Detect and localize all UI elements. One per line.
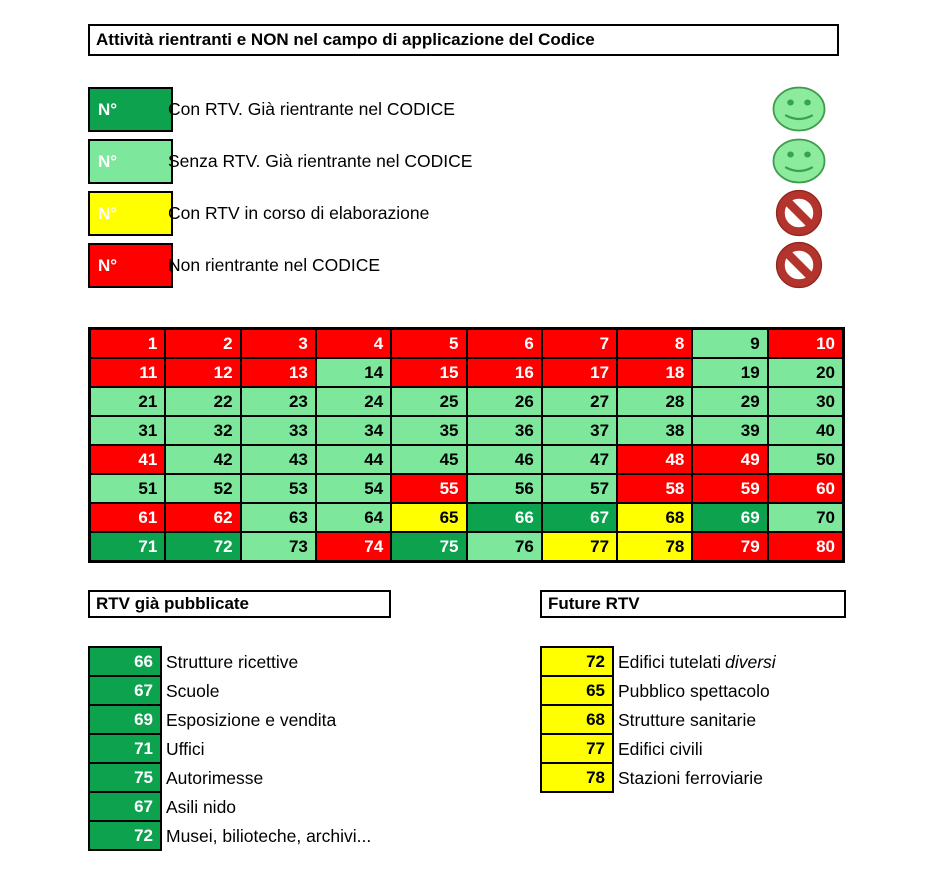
future-rtv-item-number: 68 (542, 706, 612, 733)
grid-cell-73: 73 (242, 533, 315, 560)
published-rtv-item-label: Uffici (166, 739, 205, 759)
published-rtv-item-label: Scuole (166, 681, 220, 701)
grid-cell-43: 43 (242, 446, 315, 473)
grid-cell-42: 42 (166, 446, 239, 473)
future-rtv-item-number: 77 (542, 735, 612, 762)
grid-cell-65: 65 (392, 504, 465, 531)
grid-cell-41: 41 (91, 446, 164, 473)
grid-cell-49: 49 (693, 446, 766, 473)
grid-cell-4: 4 (317, 330, 390, 357)
grid-cell-17: 17 (543, 359, 616, 386)
grid-cell-58: 58 (618, 475, 691, 502)
published-rtv-item-number: 67 (90, 677, 160, 704)
grid-cell-21: 21 (91, 388, 164, 415)
grid-cell-47: 47 (543, 446, 616, 473)
published-rtv-header: RTV già pubblicate (88, 590, 391, 618)
grid-cell-72: 72 (166, 533, 239, 560)
legend-swatch-red: N° (88, 243, 173, 288)
published-rtv-item-label: Autorimesse (166, 768, 264, 788)
grid-cell-32: 32 (166, 417, 239, 444)
page-title: Attività rientranti e NON nel campo di applicazione del Codice (88, 24, 839, 56)
legend-swatch-yellow: N° (88, 191, 173, 236)
grid-cell-71: 71 (91, 533, 164, 560)
grid-cell-28: 28 (618, 388, 691, 415)
grid-cell-19: 19 (693, 359, 766, 386)
grid-cell-70: 70 (769, 504, 842, 531)
grid-cell-34: 34 (317, 417, 390, 444)
published-rtv-item-number: 72 (90, 822, 160, 849)
future-rtv-header: Future RTV (540, 590, 846, 618)
future-rtv-item-label: Stazioni ferroviarie (618, 768, 763, 788)
grid-cell-11: 11 (91, 359, 164, 386)
smiley-face-icon (768, 84, 830, 134)
grid-cell-66: 66 (468, 504, 541, 531)
grid-cell-46: 46 (468, 446, 541, 473)
future-rtv-number-column (540, 646, 614, 793)
grid-cell-25: 25 (392, 388, 465, 415)
grid-cell-9: 9 (693, 330, 766, 357)
grid-cell-38: 38 (618, 417, 691, 444)
legend-swatch-light_green: N° (88, 139, 173, 184)
grid-cell-16: 16 (468, 359, 541, 386)
grid-cell-15: 15 (392, 359, 465, 386)
published-rtv-item-number: 71 (90, 735, 160, 762)
future-rtv-item-label: Edifici civili (618, 739, 703, 759)
published-rtv-number-column (88, 646, 162, 851)
grid-cell-35: 35 (392, 417, 465, 444)
grid-cell-10: 10 (769, 330, 842, 357)
grid-cell-60: 60 (769, 475, 842, 502)
grid-cell-62: 62 (166, 504, 239, 531)
grid-cell-20: 20 (769, 359, 842, 386)
grid-cell-77: 77 (543, 533, 616, 560)
published-rtv-item-label: Strutture ricettive (166, 652, 299, 672)
grid-cell-8: 8 (618, 330, 691, 357)
grid-cell-27: 27 (543, 388, 616, 415)
future-rtv-item-label: Strutture sanitarie (618, 710, 757, 730)
grid-cell-40: 40 (769, 417, 842, 444)
grid-cell-26: 26 (468, 388, 541, 415)
grid-cell-54: 54 (317, 475, 390, 502)
grid-cell-30: 30 (769, 388, 842, 415)
grid-cell-13: 13 (242, 359, 315, 386)
grid-cell-76: 76 (468, 533, 541, 560)
grid-cell-69: 69 (693, 504, 766, 531)
grid-cell-6: 6 (468, 330, 541, 357)
future-rtv-item-number: 78 (542, 764, 612, 791)
legend-description: Non rientrante nel CODICE (168, 255, 381, 275)
published-rtv-list (88, 646, 371, 851)
future-rtv-label-column (618, 646, 776, 793)
grid-cell-12: 12 (166, 359, 239, 386)
grid-cell-68: 68 (618, 504, 691, 531)
grid-cell-48: 48 (618, 446, 691, 473)
grid-cell-52: 52 (166, 475, 239, 502)
grid-cell-29: 29 (693, 388, 766, 415)
future-rtv-list (540, 646, 776, 793)
published-rtv-label-column (166, 646, 371, 851)
future-rtv-item-number: 72 (542, 648, 612, 675)
grid-cell-31: 31 (91, 417, 164, 444)
grid-cell-50: 50 (769, 446, 842, 473)
published-rtv-item-label: Musei, bilioteche, archivi... (166, 826, 372, 846)
grid-cell-1: 1 (91, 330, 164, 357)
grid-cell-53: 53 (242, 475, 315, 502)
grid-cell-5: 5 (392, 330, 465, 357)
no-entry-icon (768, 188, 830, 238)
no-entry-icon (768, 240, 830, 290)
grid-cell-14: 14 (317, 359, 390, 386)
grid-cell-61: 61 (91, 504, 164, 531)
legend-description: Con RTV. Già rientrante nel CODICE (168, 99, 455, 119)
grid-cell-79: 79 (693, 533, 766, 560)
grid-cell-2: 2 (166, 330, 239, 357)
published-rtv-item-number: 69 (90, 706, 160, 733)
grid-cell-22: 22 (166, 388, 239, 415)
grid-cell-51: 51 (91, 475, 164, 502)
grid-cell-57: 57 (543, 475, 616, 502)
legend-swatch-dark_green: N° (88, 87, 173, 132)
future-rtv-item-label: Edifici tutelati diversi (618, 652, 776, 672)
grid-cell-24: 24 (317, 388, 390, 415)
future-rtv-item-number: 65 (542, 677, 612, 704)
grid-cell-56: 56 (468, 475, 541, 502)
grid-cell-33: 33 (242, 417, 315, 444)
grid-cell-55: 55 (392, 475, 465, 502)
smiley-face-icon (768, 136, 830, 186)
grid-cell-59: 59 (693, 475, 766, 502)
grid-cell-23: 23 (242, 388, 315, 415)
published-rtv-item-label: Asili nido (166, 797, 237, 817)
grid-cell-37: 37 (543, 417, 616, 444)
grid-cell-74: 74 (317, 533, 390, 560)
grid-cell-36: 36 (468, 417, 541, 444)
grid-cell-64: 64 (317, 504, 390, 531)
published-rtv-item-number: 75 (90, 764, 160, 791)
grid-cell-39: 39 (693, 417, 766, 444)
activity-grid (88, 327, 845, 563)
published-rtv-item-number: 66 (90, 648, 160, 675)
grid-cell-44: 44 (317, 446, 390, 473)
future-rtv-item-label: Pubblico spettacolo (618, 681, 770, 701)
grid-cell-63: 63 (242, 504, 315, 531)
grid-cell-45: 45 (392, 446, 465, 473)
grid-cell-80: 80 (769, 533, 842, 560)
grid-cell-18: 18 (618, 359, 691, 386)
legend-description: Con RTV in corso di elaborazione (168, 203, 430, 223)
published-rtv-item-label: Esposizione e vendita (166, 710, 337, 730)
grid-cell-67: 67 (543, 504, 616, 531)
grid-cell-75: 75 (392, 533, 465, 560)
grid-cell-78: 78 (618, 533, 691, 560)
grid-cell-3: 3 (242, 330, 315, 357)
published-rtv-item-number: 67 (90, 793, 160, 820)
legend-description: Senza RTV. Già rientrante nel CODICE (168, 151, 473, 171)
grid-cell-7: 7 (543, 330, 616, 357)
